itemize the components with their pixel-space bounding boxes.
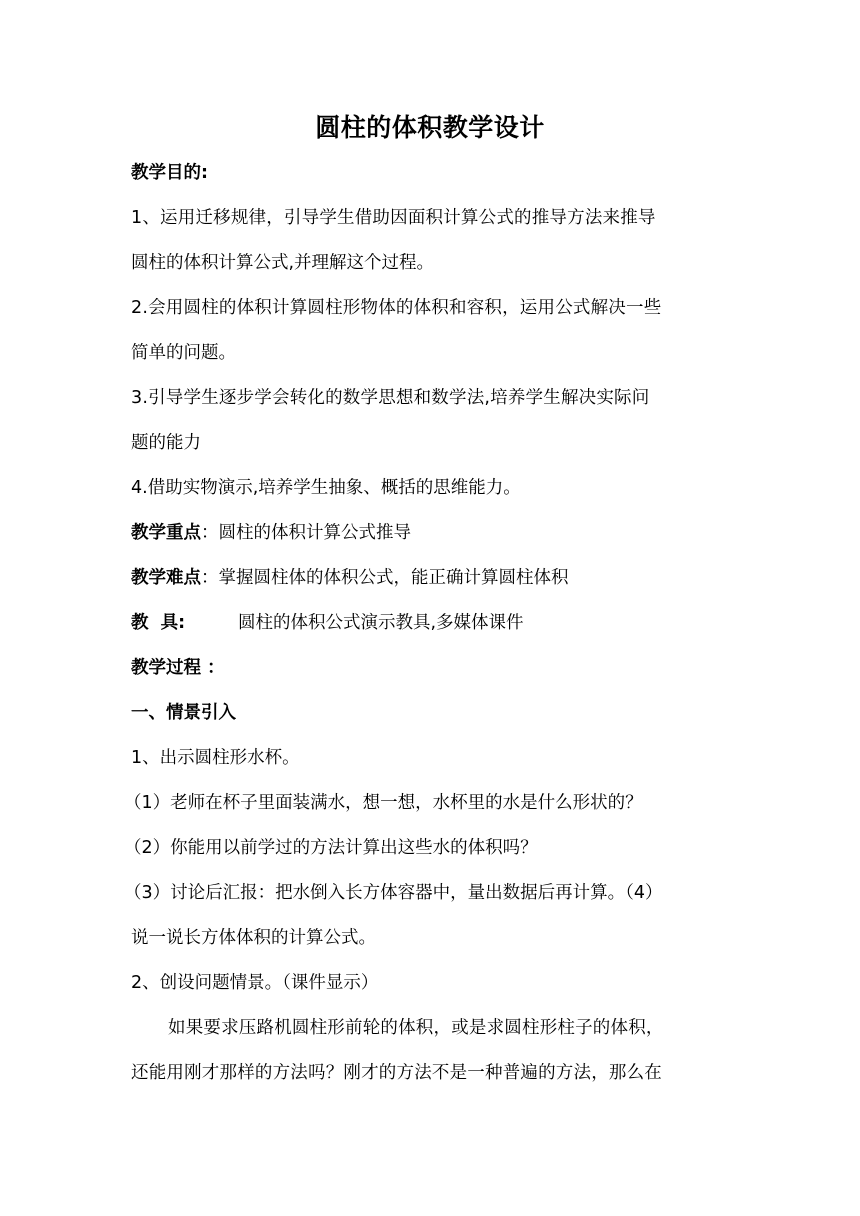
objective-1-line-2: 圆柱的体积计算公式,并理解这个过程。	[131, 253, 435, 273]
question-1: （1）老师在杯子里面装满水，想一想，水杯里的水是什么形状的？	[124, 793, 643, 813]
difficulty	[131, 565, 731, 591]
section-1-heading: 一、情景引入	[131, 703, 236, 723]
paragraph-line-2: 还能用刚才那样的方法吗？刚才的方法不是一种普遍的方法，那么在	[131, 1063, 662, 1083]
step-2: 2、创设问题情景。（课件显示）	[131, 973, 379, 993]
objective-2-line-1: 2.会用圆柱的体积计算圆柱形物体的体积和容积，运用公式解决一些	[131, 298, 662, 318]
difficulty-label: 教学难点	[131, 568, 201, 588]
document-title: 圆柱的体积教学设计	[315, 113, 545, 142]
objective-4: 4.借助实物演示,培养学生抽象、概括的思维能力。	[131, 478, 521, 498]
objective-3-line-1: 3.引导学生逐步学会转化的数学思想和数学法,培养学生解决实际问	[131, 388, 650, 408]
objectives-heading: 教学目的:	[131, 163, 208, 183]
key-point-label: 教学重点	[131, 523, 201, 543]
question-3-line-2: 说一说长方体体积的计算公式。	[131, 928, 376, 948]
key-point	[131, 520, 731, 546]
tools-label: 教 具:	[131, 613, 186, 633]
process-heading: 教学过程 ：	[131, 658, 225, 678]
question-2: （2）你能用以前学过的方法计算出这些水的体积吗？	[124, 838, 538, 858]
question-3-line-1: （3）讨论后汇报：把水倒入长方体容器中，量出数据后再计算。（4）	[124, 883, 663, 903]
tools-text: 圆柱的体积公式演示教具,多媒体课件	[238, 613, 524, 633]
objective-1-line-1: 1、运用迁移规律，引导学生借助因面积计算公式的推导方法来推导	[131, 208, 656, 228]
difficulty-text: ：掌握圆柱体的体积公式，能正确计算圆柱体积	[201, 568, 569, 588]
tools	[131, 610, 731, 636]
objective-3-line-2: 题的能力	[131, 433, 201, 453]
paragraph-line-1: 如果要求压路机圆柱形前轮的体积，或是求圆柱形柱子的体积，	[168, 1018, 664, 1038]
step-1: 1、出示圆柱形水杯。	[131, 748, 300, 768]
key-point-text: ：圆柱的体积计算公式推导	[201, 523, 411, 543]
objective-2-line-2: 简单的问题。	[131, 343, 236, 363]
